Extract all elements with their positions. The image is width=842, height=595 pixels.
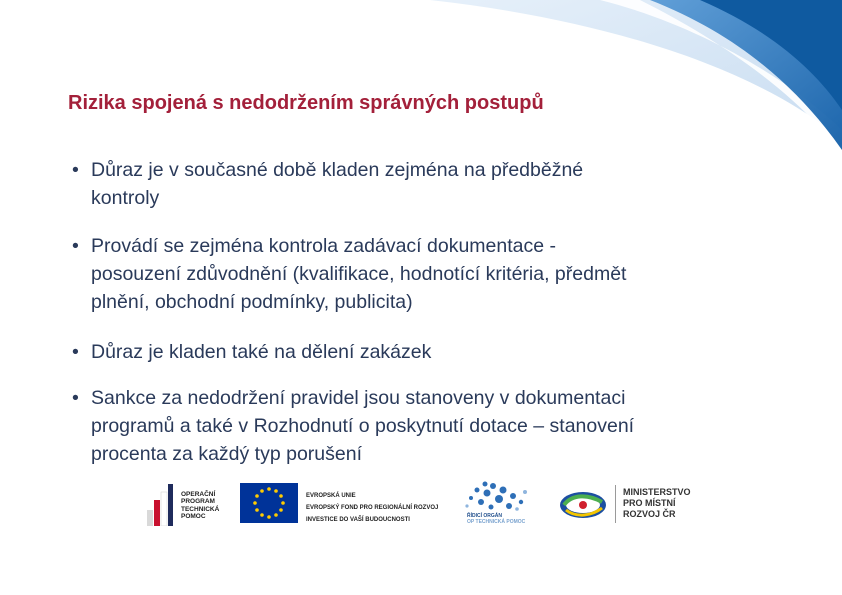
bullet-line: procenta za každý typ porušení bbox=[91, 443, 362, 465]
slide-title: Rizika spojená s nedodržením správných postupů bbox=[68, 92, 544, 114]
bullet-item bbox=[72, 156, 772, 212]
bullet-line: Důraz je kladen také na dělení zakázek bbox=[91, 341, 432, 363]
eu-text-line: EVROPSKÝ FOND PRO REGIONÁLNÍ ROZVOJ bbox=[306, 505, 439, 511]
bullet-item bbox=[72, 384, 772, 468]
bullet-list bbox=[72, 156, 772, 468]
mmr-text bbox=[623, 487, 691, 520]
bullet-dot: • bbox=[72, 387, 79, 409]
optp-logo bbox=[145, 482, 230, 526]
eu-flag-icon bbox=[240, 483, 298, 523]
dots-cluster-icon bbox=[463, 480, 535, 512]
optp-logo-line: OPERAČNÍ bbox=[181, 491, 216, 498]
eu-text-line: EVROPSKÁ UNIE bbox=[306, 493, 356, 499]
bullet-line: Důraz je v současné době kladen zejména na předběžné bbox=[91, 159, 584, 181]
mmr-text-line: ROZVOJ ČR bbox=[623, 509, 676, 519]
bullet-line: posouzení zdůvodnění (kvalifikace, hodnotící kritéria, předmět bbox=[91, 263, 627, 285]
ridici-logo-line: OP TECHNICKÁ POMOC bbox=[467, 519, 526, 525]
optp-logo-line: PROGRAM bbox=[181, 498, 215, 506]
eu-text-line: INVESTICE DO VAŠÍ BUDOUCNOSTI bbox=[306, 517, 410, 523]
mmr-divider bbox=[615, 485, 616, 523]
bullet-dot: • bbox=[72, 159, 79, 181]
optp-bars-icon bbox=[145, 482, 173, 526]
mmr-text-line: PRO MÍSTNÍ bbox=[623, 498, 676, 508]
bullet-dot: • bbox=[72, 235, 79, 257]
bullet-dot: • bbox=[72, 341, 79, 363]
optp-logo-line: POMOC bbox=[181, 513, 206, 521]
bullet-line: Provádí se zejména kontrola zadávací dokumentace - bbox=[91, 235, 557, 257]
bullet-item bbox=[72, 338, 772, 366]
bullet-line: plnění, obchodní podmínky, publicita) bbox=[91, 291, 413, 313]
bullet-line: Sankce za nedodržení pravidel jsou stanoveny v dokumentaci bbox=[91, 387, 626, 409]
mmr-text-line: MINISTERSTVO bbox=[623, 487, 691, 497]
bullet-item bbox=[72, 232, 772, 316]
bullet-line: programů a také v Rozhodnutí o poskytnutí dotace – stanovení bbox=[91, 415, 635, 437]
logo-strip bbox=[145, 480, 705, 530]
eu-text bbox=[306, 490, 438, 526]
ridici-logo-line: ŘÍDICÍ ORGÁN bbox=[467, 513, 502, 519]
ridici-organ-logo bbox=[463, 480, 538, 526]
bullet-line: kontroly bbox=[91, 187, 160, 209]
mmr-emblem-icon bbox=[558, 488, 608, 522]
optp-logo-line: TECHNICKÁ bbox=[181, 505, 220, 513]
